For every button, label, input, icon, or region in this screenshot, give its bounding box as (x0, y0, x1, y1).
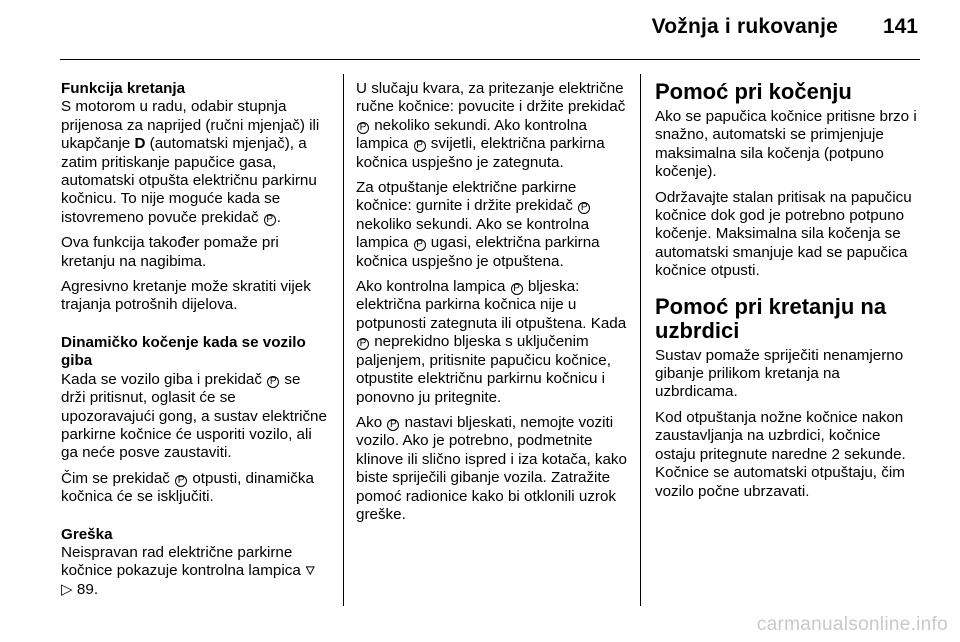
parking-brake-switch-icon: P (578, 202, 590, 214)
paragraph: Kod otpuštanja nožne kočnice nakon zaustavljanja na uzbrdici, kočnice ostaju pritegnute naredne 2 sekunde. Kočnice se automatski otpuštaju, čim vozilo počne ubrzavati. (655, 408, 906, 500)
section-title-pomoc-pri-kretanju-na-uzbrdici: Pomoć pri kretanju na uzbrdici (655, 293, 887, 343)
parking-brake-lamp-icon: P (511, 283, 523, 295)
section-heading-greska: Greška (61, 525, 113, 543)
paragraph: Neispravan rad električne parkirne kočnice pokazuje kontrolna lampica 🜄 ▷ 89. (61, 543, 316, 598)
parking-brake-lamp-icon: P (414, 140, 426, 152)
section-heading-funkcija-kretanja: Funkcija kretanja (61, 80, 186, 97)
gear-d-label: D (134, 135, 146, 153)
paragraph: Čim se prekidač P otpusti, dinamička kočnica će se isključiti. (61, 469, 314, 506)
parking-brake-lamp-icon: P (387, 419, 399, 431)
parking-brake-lamp-icon: P (414, 239, 426, 251)
paragraph: U slučaju kvara, za pritezanje električne ručne kočnice: povucite i držite prekidač P nekoliko sekundi. Ako kontrolna lampica P svijetli, električna parkirna kočnica uspješno je zategnuta. (356, 80, 626, 171)
parking-brake-switch-icon: P (264, 214, 276, 226)
header-divider (60, 59, 920, 60)
chapter-title: Vožnja i rukovanje (651, 15, 838, 38)
paragraph: Ako P nastavi bljeskati, nemojte voziti vozilo. Ako je potrebno, podmetnite klinove ili slično ispred i iza kotača, kako biste spriječili gibanje vozila. Zatražite pomoć radionice kako bi otklonili uzrok greške. (356, 413, 627, 523)
paragraph: Ako se papučica kočnice pritisne brzo i snažno, automatski se primjenjuje maksimalna sila kočenja (potpuno kočenje). (655, 108, 917, 181)
page-reference[interactable]: 89. (76, 580, 99, 598)
paragraph: Sustav pomaže spriječiti nenamjerno gibanje prilikom kretanja na uzbrdicama. (655, 346, 904, 401)
paragraph: Kada se vozilo giba i prekidač P se drži pritisnut, oglasit će se upozoravajući gong, a sustav električne parkirne kočnice će usporiti vozilo, ali ga neće posve zaustaviti. (61, 370, 327, 462)
column-2 (356, 80, 628, 531)
paragraph: Za otpuštanje električne parkirne kočnice: gurnite i držite prekidač P nekoliko sekundi. Ako se kontrolna lampica P ugasi, električna parkirna kočnica uspješno je otpuštena. (356, 179, 600, 270)
column-3 (655, 80, 925, 508)
paragraph: Agresivno kretanje može skratiti vijek trajanja potrošnih dijelova. (61, 278, 311, 314)
page-number: 141 (882, 15, 918, 38)
parking-brake-lamp-icon: P (357, 338, 369, 350)
column-divider-2 (640, 74, 641, 606)
section-title-pomoc-pri-kocenju: Pomoć pri kočenju (655, 79, 852, 104)
brake-fault-lamp-icon: 🜄 (304, 564, 316, 579)
column-divider-1 (343, 74, 344, 606)
column-1 (61, 80, 329, 606)
parking-brake-switch-icon: P (267, 376, 279, 388)
page-reference-arrow-icon: ▷ (61, 580, 73, 598)
paragraph: S motorom u radu, odabir stupnja prijenosa za naprijed (ručni mjenjač) ili ukapčanje D (automatski mjenjač), a zatim pritiskanje papučice gasa, automatski otpušta električnu parkirnu kočnicu. To nije moguće kada se istovremeno povuče prekidač P . (61, 98, 320, 226)
paragraph: Održavajte stalan pritisak na papučicu kočnice dok god je potrebno potpuno kočenje. Maksimalna sila kočenja se automatski smanjuje kad se papučica kočnice otpusti. (655, 188, 912, 280)
parking-brake-switch-icon: P (175, 475, 187, 487)
paragraph: Ova funkcija također pomaže pri kretanju na nagibima. (61, 234, 279, 270)
section-heading-dinamicko-kocenje: Dinamičko kočenje kada se vozilo giba (61, 333, 306, 370)
page-header (0, 0, 960, 58)
parking-brake-switch-icon: P (357, 122, 369, 134)
paragraph: Ako kontrolna lampica P bljeska: električna parkirna kočnica nije u potpunosti zategnuta ili otpuštena. Kada P neprekidno bljeska s uključenim paljenjem, pritisnite papučicu kočnice, otpustite električnu parkirnu kočnicu i ponovno ju pritegnite. (356, 278, 627, 406)
watermark: carmanualsonline.info (756, 614, 948, 635)
